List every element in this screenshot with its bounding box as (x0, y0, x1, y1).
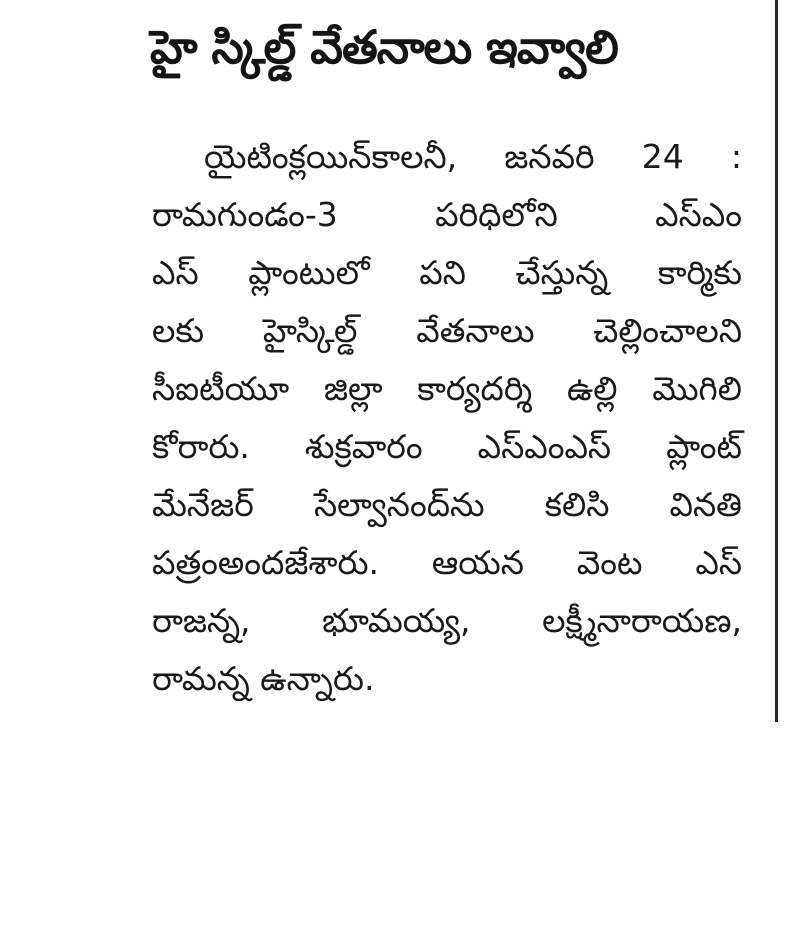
article-line: రామన్న ఉన్నారు. (152, 659, 375, 698)
article-line: మేనేజర్ సేల్వానంద్‌ను కలిసి వినతి (152, 485, 742, 524)
article-line: రామగుండం-3 పరిధిలోని ఎస్‌ఎం (152, 195, 742, 234)
column-divider (775, 0, 778, 722)
article-body (152, 128, 742, 708)
article-line: లకు హైస్కిల్డ్ వేతనాలు చెల్లించాలని (152, 311, 742, 350)
article-line: పత్రంఅందజేశారు. ఆయన వెంట ఎస్ (152, 543, 742, 582)
headline: హై స్కిల్డ్ వేతనాలు ఇవ్వాలి (150, 20, 618, 74)
article-line: సీఐటీయూ జిల్లా కార్యదర్శి ఉల్లి మొగిలి (152, 369, 742, 408)
article-line: కోరారు. శుక్రవారం ఎస్‌ఎంఎస్ ప్లాంట్ (152, 427, 742, 466)
article-line: ఎస్ ప్లాంటులో పని చేస్తున్న కార్మికు (152, 253, 742, 292)
article-line: యైటింక్లయిన్‌కాలనీ, జనవరి 24 : (204, 137, 742, 176)
article-line: రాజన్న, భూమయ్య, లక్ష్మీనారాయణ, (152, 601, 742, 640)
